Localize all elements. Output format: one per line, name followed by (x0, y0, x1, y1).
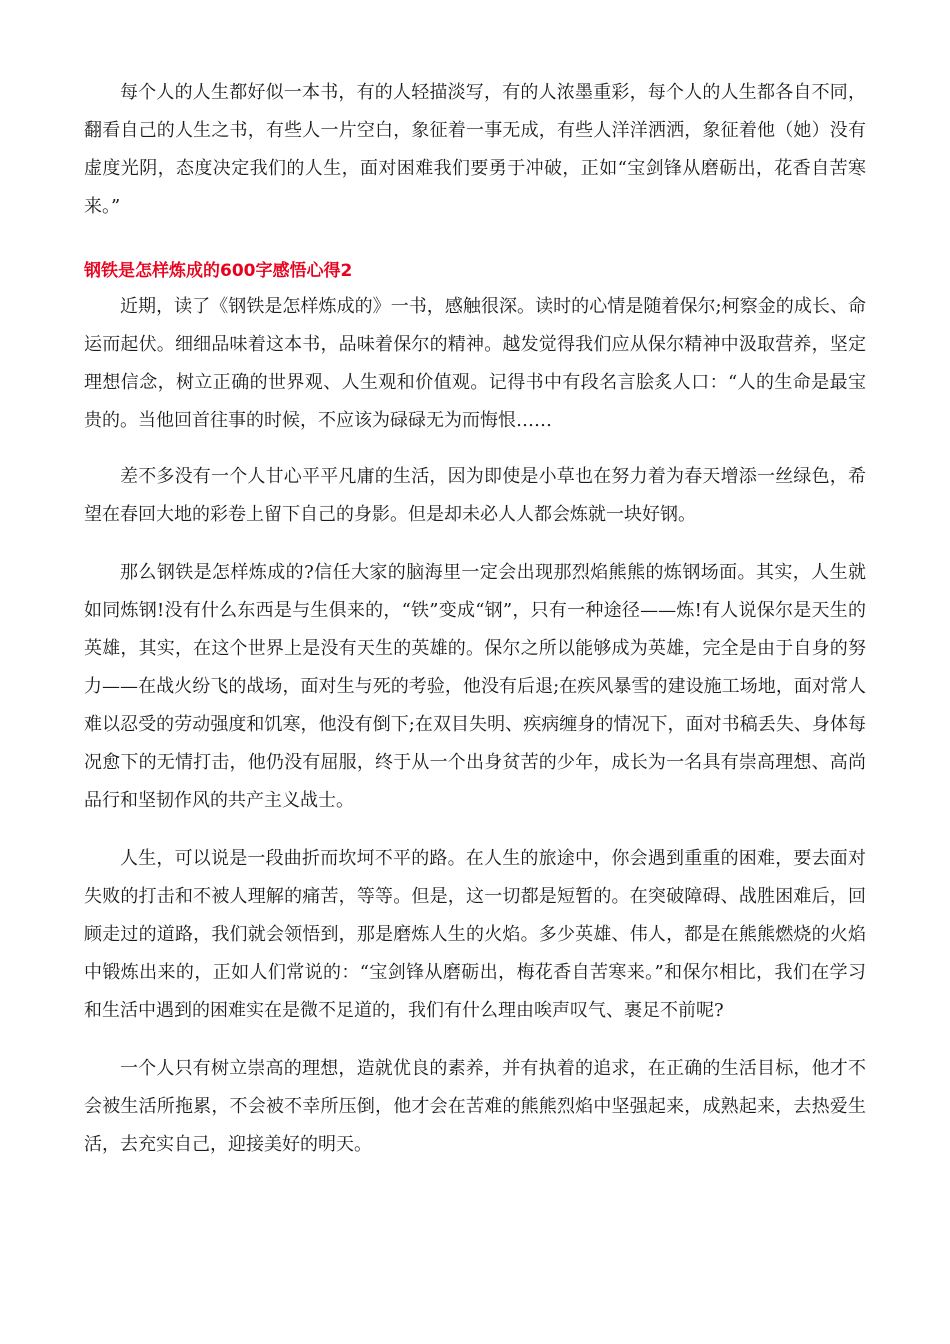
intro-paragraph: 每个人的人生都好似一本书，有的人轻描淡写，有的人浓墨重彩，每个人的人生都各自不同，翻看自己的人生之书，有些人一片空白，象征着一事无成，有些人洋洋洒洒，象征着他（她）没有虚度光阴，态度决定我们的人生，面对困难我们要勇于冲破，正如“宝剑锋从磨砺出，花香自苦寒来。” (84, 82, 866, 217)
body-paragraph-2: 差不多没有一个人甘心平平凡庸的生活，因为即使是小草也在努力着为春天增添一丝绿色，希望在春回大地的彩卷上留下自己的身影。但是却未必人人都会炼就一块好钢。 (84, 466, 866, 525)
body-paragraph-5: 一个人只有树立崇高的理想，造就优良的素养，并有执着的追求，在正确的生活目标，他才不会被生活所拖累，不会被不幸所压倒，他才会在苦难的熊熊烈焰中坚强起来，成熟起来，去热爱生活，去充实自己，迎接美好的明天。 (84, 1058, 866, 1155)
body-paragraph-3: 那么钢铁是怎样炼成的?信任大家的脑海里一定会出现那烈焰熊熊的炼钢场面。其实，人生就如同炼钢!没有什么东西是与生俱来的，“铁”变成“钢”，只有一种途径——炼!有人说保尔是天生的英雄，其实，在这个世界上是没有天生的英雄的。保尔之所以能够成为英雄，完全是由于自身的努力——在战火纷飞的战场，面对生与死的考验，他没有后退;在疾风暴雪的建设施工场地，面对常人难以忍受的劳动强度和饥寒，他没有倒下;在双目失明、疾病缠身的情况下，面对书稿丢失、身体每况愈下的无情打击，他仍没有屈服，终于从一个出身贫苦的少年，成长为一名具有崇高理想、高尚品行和坚韧作风的共产主义战士。 (84, 562, 866, 811)
body-paragraph-4: 人生，可以说是一段曲折而坎坷不平的路。在人生的旅途中，你会遇到重重的困难，要去面对失败的打击和不被人理解的痛苦，等等。但是，这一切都是短暂的。在突破障碍、战胜困难后，回顾走过的道路，我们就会领悟到，那是磨炼人生的火焰。多少英雄、伟人，都是在熊熊燃烧的火焰中锻炼出来的，正如人们常说的：“宝剑锋从磨砺出，梅花香自苦寒来。”和保尔相比，我们在学习和生活中遇到的困难实在是微不足道的，我们有什么理由唉声叹气、裹足不前呢? (84, 848, 866, 1021)
section-heading: 钢铁是怎样炼成的600字感悟心得2 (84, 261, 353, 281)
body-paragraph-1: 近期，读了《钢铁是怎样炼成的》一书，感触很深。读时的心情是随着保尔;柯察金的成长、命运而起伏。细细品味着这本书，品味着保尔的精神。越发觉得我们应从保尔精神中汲取营养，坚定理想信念，树立正确的世界观、人生观和价值观。记得书中有段名言脍炙人口：“人的生命是最宝贵的。当他回首往事的时候，不应该为碌碌无为而悔恨…… (84, 296, 866, 431)
